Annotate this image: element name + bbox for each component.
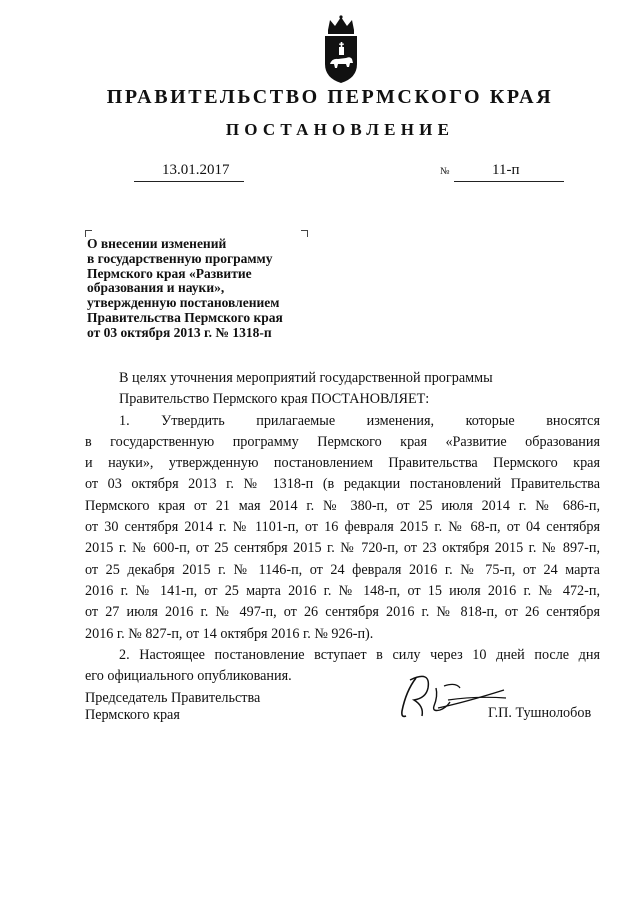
signatory-name: Г.П. Тушнолобов [488,705,592,721]
document-number: 11-п [492,162,520,178]
number-field [440,160,564,184]
signatory-position [85,690,260,724]
body-line: В целях уточнения мероприятий государственной программы [119,370,493,386]
document-body [85,368,600,687]
date-field [134,160,244,184]
number-sign: № [440,166,450,177]
bracket-corner-right [301,230,308,237]
subject-line: О внесении изменений [87,236,227,251]
subject-line: от 03 октября 2013 г. № 1318-п [87,324,272,340]
document-subject [87,237,327,341]
position-line: Пермского края [85,707,180,723]
item1-line: 2016 г. № 827-п, от 14 октября 2016 г. № 926-п). [85,625,374,642]
item2-line: его официального опубликования. [85,668,292,685]
item1-line: 1. Утвердить прилагаемые изменения, которые вносятся [119,412,600,429]
item1-line: от 27 июля 2016 г. № 497-п, от 26 сентября 2016 г. № 818-п, от 26 сентября [85,604,600,621]
subject-line: в государственную программу [87,250,273,266]
government-title: ПРАВИТЕЛЬСТВО ПЕРМСКОГО КРАЯ [106,86,554,108]
item1-line: от 03 октября 2013 г. № 1318-п (в редакции постановлений Правительства [85,476,600,493]
subject-line: Пермского края «Развитие [87,265,252,281]
document-type: ПОСТАНОВЛЕНИЕ [225,120,455,139]
item1-line: от 25 декабря 2015 г. № 1146-п, от 24 февраля 2016 г. № 75-п, от 24 марта [85,561,600,578]
subject-line: утвержденную постановлением [87,295,280,311]
document-date: 13.01.2017 [162,162,230,178]
subject-line: Правительства Пермского края [87,309,283,325]
item1-line: Пермского края от 21 мая 2014 г. № 380-п, от 25 июля 2014 г. № 686-п, [85,497,600,514]
item1-line: 2015 г. № 600-п, от 25 сентября 2015 г. № 720-п, от 23 октября 2015 г. № 897-п, [85,540,600,557]
body-line: Правительство Пермского края ПОСТАНОВЛЯЕТ: [119,391,430,408]
item1-line: и науки», утвержденную постановлением Правительства Пермского края [85,455,600,472]
date-underline [134,181,244,182]
item1-line: 2016 г. № 141-п, от 25 марта 2016 г. № 148-п, от 15 июля 2016 г. № 472-п, [85,582,600,599]
number-underline [454,181,564,182]
item1-line: от 30 сентября 2014 г. № 1101-п, от 16 февраля 2015 г. № 68-п, от 04 сентября [85,519,600,536]
item2-line: 2. Настоящее постановление вступает в силу через 10 дней после дня [119,646,600,663]
position-line: Председатель Правительства [85,690,261,706]
subject-line: образования и науки», [87,280,225,296]
coat-of-arms-icon [320,14,362,84]
item1-line: в государственную программу Пермского края «Развитие образования [85,433,600,450]
